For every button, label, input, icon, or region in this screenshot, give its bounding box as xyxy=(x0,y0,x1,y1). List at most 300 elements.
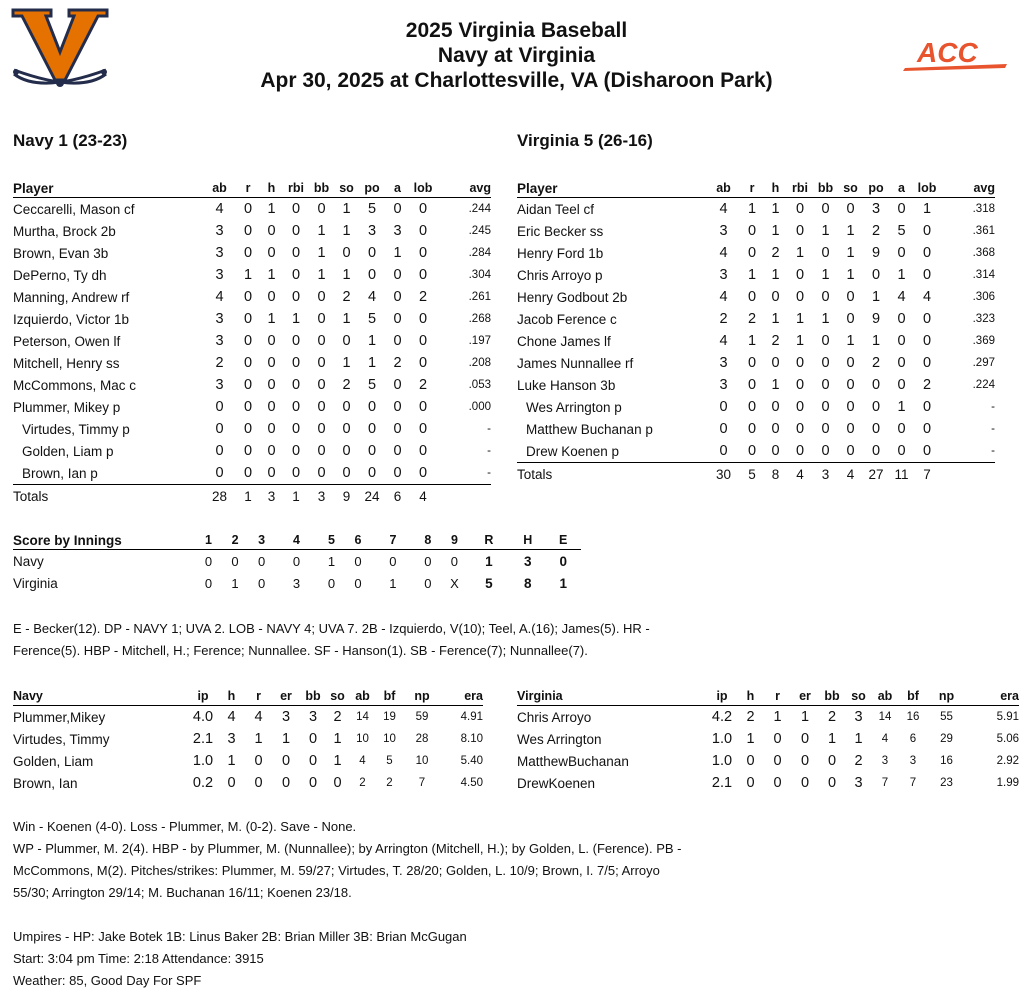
batter-stat-h: 2 xyxy=(771,333,780,349)
batting-header-row xyxy=(517,179,995,198)
batter-stat-ab: 4 xyxy=(719,333,728,349)
batter-stat-h: 0 xyxy=(267,355,276,371)
batter-stat-avg: .314 xyxy=(972,269,995,281)
batter-stat-ab: 4 xyxy=(719,201,728,217)
pitcher-row xyxy=(13,706,483,729)
pitcher-stat-h: 0 xyxy=(746,753,755,769)
batter-name: Murtha, Brock 2b xyxy=(13,223,116,239)
column-header-Player: Player xyxy=(13,179,203,198)
batter-stat-lob: 2 xyxy=(922,377,932,393)
batter-row xyxy=(517,242,995,264)
batter-stat-a: 0 xyxy=(385,462,410,485)
pitcher-stat-ab: 10 xyxy=(356,733,369,745)
batter-name: Henry Ford 1b xyxy=(517,245,604,261)
batter-stat-h: 1 xyxy=(771,223,780,239)
column-header-ab: ab xyxy=(203,179,236,198)
batter-stat-a: 1 xyxy=(897,267,906,283)
column-header-h: h xyxy=(737,687,764,706)
batter-stat-bb: 0 xyxy=(821,289,830,305)
batter-name: Brown, Ian p xyxy=(13,462,203,485)
batter-stat-so: 1 xyxy=(342,267,351,283)
batter-stat-avg: .245 xyxy=(468,225,491,237)
column-header-lob: lob xyxy=(914,179,940,198)
batter-name: Matthew Buchanan p xyxy=(526,421,653,437)
batter-row xyxy=(13,264,491,286)
batter-row xyxy=(517,264,995,286)
batter-stat-lob: 0 xyxy=(922,333,932,349)
batter-stat-h: 1 xyxy=(267,201,276,217)
pitcher-stat-bf: 10 xyxy=(383,733,396,745)
batter-stat-avg: .197 xyxy=(468,335,491,347)
column-header-r: r xyxy=(236,179,260,198)
batter-stat-h: 1 xyxy=(771,201,780,217)
totals-stat-h: 3 xyxy=(267,488,276,504)
batter-stat-r: 1 xyxy=(747,267,757,283)
batter-stat-r: 0 xyxy=(747,421,757,437)
batter-stat-bb: 1 xyxy=(317,245,326,261)
batter-name: Chone James lf xyxy=(517,333,611,349)
pitcher-stat-ab: 3 xyxy=(881,755,889,767)
game-notes xyxy=(13,618,793,662)
batter-row xyxy=(13,242,491,264)
column-header-bb: bb xyxy=(309,179,334,198)
inning-score: 0 xyxy=(354,553,362,569)
column-header-er: er xyxy=(791,687,819,706)
batter-stat-avg: .244 xyxy=(468,203,491,215)
pitcher-row xyxy=(13,772,483,794)
inning-number: 8 xyxy=(415,531,442,550)
pitcher-stat-era: 5.40 xyxy=(460,755,483,767)
pitcher-name: Plummer,Mikey xyxy=(13,709,106,725)
batter-stat-r: 0 xyxy=(740,440,764,463)
batter-stat-r: 0 xyxy=(236,462,260,485)
batter-stat-po: 0 xyxy=(871,267,881,283)
pitcher-stat-ab: 14 xyxy=(878,711,892,723)
column-header-avg: avg xyxy=(436,179,491,198)
game-notes-line: Ference(5). HBP - Mitchell, H.; Ference; Nunnallee. SF - Hanson(1). SB - Ference(7); Nunnallee(7). xyxy=(13,643,588,658)
batter-stat-rbi: 1 xyxy=(291,311,301,327)
batter-stat-rbi: 0 xyxy=(291,399,301,415)
totals-stat-bb: 3 xyxy=(317,488,326,504)
totals-stat-ab: 28 xyxy=(211,488,228,504)
pitcher-stat-er: 3 xyxy=(281,709,291,725)
batter-stat-rbi: 0 xyxy=(795,399,805,415)
game-info xyxy=(13,926,793,992)
inning-score: 0 xyxy=(424,553,432,569)
batter-row xyxy=(517,220,995,242)
batter-name: Manning, Andrew rf xyxy=(13,289,130,305)
batter-stat-h: 1 xyxy=(771,311,780,327)
batter-stat-so: 0 xyxy=(342,245,351,261)
batter-stat-r: 1 xyxy=(243,267,253,283)
innings-team-row xyxy=(13,572,581,594)
pitcher-stat-h: 1 xyxy=(746,731,755,747)
column-header-so: so xyxy=(334,179,359,198)
totals-stat-lob: 7 xyxy=(923,466,931,482)
batter-stat-bb: 0 xyxy=(821,333,830,349)
inning-score: 1 xyxy=(389,575,397,591)
batter-row xyxy=(13,462,491,485)
batter-stat-lob: 0 xyxy=(922,311,932,327)
pitcher-stat-so: 0 xyxy=(333,775,342,791)
inning-score: X xyxy=(450,575,459,591)
batter-stat-r: 0 xyxy=(243,399,253,415)
innings-header-row xyxy=(13,531,581,550)
pitcher-stat-er: 1 xyxy=(281,731,291,747)
batter-stat-so: 1 xyxy=(846,267,855,283)
batter-stat-so: 0 xyxy=(846,355,855,371)
pitcher-stat-so: 3 xyxy=(854,709,863,725)
pitcher-row xyxy=(13,728,483,750)
home-team-heading: Virginia 5 (26-16) xyxy=(517,131,653,150)
batter-stat-avg: .053 xyxy=(468,379,491,391)
pitcher-stat-h: 2 xyxy=(746,709,755,725)
pitcher-stat-np: 28 xyxy=(415,733,429,745)
batter-name: Eric Becker ss xyxy=(517,223,604,239)
column-header-rbi: rbi xyxy=(283,179,309,198)
pitcher-stat-np: 16 xyxy=(940,755,953,767)
batter-stat-so: 1 xyxy=(846,223,855,239)
batter-stat-a: 0 xyxy=(897,333,906,349)
totals-label: Totals xyxy=(517,466,553,482)
batter-stat-r: 1 xyxy=(747,201,757,217)
batter-stat-bb: 0 xyxy=(317,333,326,349)
batter-stat-lob: 0 xyxy=(418,311,428,327)
pitcher-row xyxy=(517,728,1019,750)
innings-team-row xyxy=(13,550,581,573)
batter-stat-avg: .268 xyxy=(468,313,491,325)
inning-number: 3 xyxy=(248,531,275,550)
inning-number: 4 xyxy=(275,531,318,550)
pitching-team-heading: Navy xyxy=(13,687,188,706)
column-header-bb: bb xyxy=(300,687,326,706)
batter-stat-h: 0 xyxy=(267,421,276,437)
rhe-header: E xyxy=(545,531,581,550)
batter-row xyxy=(13,198,491,221)
batter-stat-rbi: 0 xyxy=(795,421,805,437)
pitcher-stat-bb: 0 xyxy=(827,753,837,769)
pitcher-row xyxy=(517,750,1019,772)
batter-stat-so: 0 xyxy=(838,440,863,463)
batter-stat-so: 1 xyxy=(846,245,855,261)
batter-name: Plummer, Mikey p xyxy=(13,399,121,415)
batter-stat-lob: 2 xyxy=(418,289,428,305)
pitcher-stat-era: 4.91 xyxy=(460,711,483,723)
matchup-title: Navy at Virginia xyxy=(437,44,596,67)
batter-stat-h: 0 xyxy=(771,399,780,415)
batter-stat-a: 0 xyxy=(897,421,906,437)
batter-stat-ab: 4 xyxy=(719,245,728,261)
pitcher-stat-er: 0 xyxy=(281,753,291,769)
pitcher-stat-er: 0 xyxy=(800,753,810,769)
column-header-bb: bb xyxy=(819,687,845,706)
batter-stat-a: 5 xyxy=(897,223,906,239)
batter-stat-ab: 3 xyxy=(215,267,224,283)
batter-stat-bb: 0 xyxy=(317,421,326,437)
pitcher-stat-ip: 1.0 xyxy=(711,753,733,769)
pitcher-name: Golden, Liam xyxy=(13,753,94,769)
inning-score: 1 xyxy=(231,575,239,591)
column-header-po: po xyxy=(863,179,889,198)
totals-stat-a: 6 xyxy=(393,488,402,504)
batter-stat-so: 0 xyxy=(342,333,351,349)
batter-stat-lob: 0 xyxy=(410,462,436,485)
pitcher-stat-bf: 6 xyxy=(909,733,917,745)
batter-stat-po: 9 xyxy=(871,311,881,327)
batter-stat-r: 0 xyxy=(747,223,757,239)
pitcher-name: Chris Arroyo xyxy=(517,709,592,725)
batter-stat-a: 0 xyxy=(393,333,402,349)
batter-stat-a: 0 xyxy=(393,377,402,393)
pitcher-stat-bf: 2 xyxy=(386,777,393,789)
batter-stat-avg: .261 xyxy=(468,291,491,303)
pitcher-name: DrewKoenen xyxy=(517,775,596,791)
pitcher-stat-bb: 0 xyxy=(827,775,837,791)
pitcher-stat-era: 5.06 xyxy=(996,733,1019,745)
batter-stat-bb: 0 xyxy=(317,201,326,217)
inning-score: 0 xyxy=(292,553,301,569)
total-h: 3 xyxy=(523,553,532,569)
total-r: 5 xyxy=(485,575,493,591)
batter-stat-r: 0 xyxy=(243,333,253,349)
pitching-header-row xyxy=(517,687,1019,706)
column-header-ab: ab xyxy=(349,687,376,706)
batter-stat-po: 5 xyxy=(367,201,377,217)
batter-stat-r: 0 xyxy=(747,289,757,305)
batter-stat-so: 2 xyxy=(342,377,351,393)
score-by-innings-table xyxy=(13,531,581,594)
column-header-lob: lob xyxy=(410,179,436,198)
batter-stat-po: 0 xyxy=(367,399,377,415)
batter-stat-lob: 0 xyxy=(418,267,428,283)
totals-stat-avg xyxy=(940,463,995,486)
pitcher-stat-np: 55 xyxy=(940,711,953,723)
batter-stat-rbi: 1 xyxy=(795,333,805,349)
pitcher-stat-era: 5.91 xyxy=(996,711,1019,723)
inning-score: 0 xyxy=(389,553,397,569)
batter-stat-rbi: 0 xyxy=(291,223,301,239)
acc-logo-icon xyxy=(903,35,1009,75)
batter-stat-ab: 0 xyxy=(215,399,224,415)
batter-stat-ab: 2 xyxy=(719,311,728,327)
batter-stat-lob: 4 xyxy=(922,289,932,305)
batter-stat-h: 1 xyxy=(267,311,276,327)
batter-stat-a: 0 xyxy=(393,421,402,437)
pitcher-stat-bb: 0 xyxy=(308,731,318,747)
inning-score: 1 xyxy=(327,553,336,569)
inning-score: 3 xyxy=(292,575,301,591)
batter-row xyxy=(517,374,995,396)
batter-stat-a: 0 xyxy=(889,440,914,463)
pitcher-stat-ip: 2.1 xyxy=(192,731,214,747)
batter-stat-po: 0 xyxy=(367,245,377,261)
batter-stat-rbi: 0 xyxy=(291,267,301,283)
batter-row xyxy=(517,198,995,221)
batter-stat-po: 1 xyxy=(871,333,881,349)
batter-stat-rbi: 0 xyxy=(291,377,301,393)
innings-heading: Score by Innings xyxy=(13,531,195,550)
pitcher-stat-bb: 3 xyxy=(308,709,318,725)
home-pitching-table xyxy=(517,687,1019,794)
batter-stat-ab: 3 xyxy=(215,245,224,261)
pitcher-stat-ip: 0.2 xyxy=(192,775,214,791)
pitcher-name: Virtudes, Timmy xyxy=(13,731,110,747)
batter-stat-ab: 3 xyxy=(215,311,224,327)
batter-name: Henry Godbout 2b xyxy=(517,289,628,305)
pitcher-stat-so: 3 xyxy=(854,775,863,791)
batter-stat-bb: 0 xyxy=(821,201,830,217)
batter-name: Virtudes, Timmy p xyxy=(22,421,130,437)
totals-stat-so: 9 xyxy=(342,488,351,504)
batter-stat-po: 5 xyxy=(367,377,377,393)
batter-stat-avg: .208 xyxy=(468,357,491,369)
pitcher-stat-r: 4 xyxy=(254,709,263,725)
batter-stat-ab: 0 xyxy=(719,421,728,437)
batter-stat-h: 0 xyxy=(771,355,780,371)
pitcher-stat-ip: 4.2 xyxy=(711,709,733,725)
pitcher-stat-so: 1 xyxy=(333,731,342,747)
pitcher-stat-ab: 2 xyxy=(359,777,366,789)
pitcher-stat-h: 4 xyxy=(227,709,236,725)
pitcher-stat-ab: 7 xyxy=(881,777,889,789)
batter-name: Wes Arrington p xyxy=(526,399,622,415)
batter-stat-avg: .368 xyxy=(972,247,995,259)
batter-stat-po: 0 xyxy=(871,377,881,393)
batter-stat-a: 2 xyxy=(393,355,402,371)
batter-name: Drew Koenen p xyxy=(517,440,707,463)
batter-stat-r: 0 xyxy=(243,355,253,371)
batter-stat-a: 1 xyxy=(897,399,906,415)
pitcher-stat-era: 4.50 xyxy=(460,777,483,789)
batter-stat-r: 0 xyxy=(243,311,253,327)
batter-stat-lob: 0 xyxy=(418,421,428,437)
batter-stat-ab: 0 xyxy=(707,440,740,463)
batter-stat-bb: 1 xyxy=(821,267,830,283)
column-header-ip: ip xyxy=(707,687,737,706)
batter-stat-po: 1 xyxy=(367,333,377,349)
totals-row xyxy=(13,485,491,508)
batter-stat-avg: .297 xyxy=(972,357,995,369)
batter-stat-r: 2 xyxy=(747,311,757,327)
batter-stat-r: 0 xyxy=(747,355,757,371)
batter-stat-po: 0 xyxy=(863,440,889,463)
batter-name: James Nunnallee rf xyxy=(517,355,634,371)
batter-stat-h: 0 xyxy=(267,289,276,305)
inning-number: 6 xyxy=(345,531,372,550)
batter-stat-bb: 0 xyxy=(821,245,830,261)
batter-stat-avg: .304 xyxy=(468,269,491,281)
column-header-h: h xyxy=(218,687,245,706)
batter-stat-bb: 1 xyxy=(821,223,830,239)
batter-stat-po: 5 xyxy=(367,311,377,327)
column-header-h: h xyxy=(764,179,787,198)
batter-stat-h: 0 xyxy=(267,223,276,239)
pitching-notes xyxy=(13,816,793,904)
batter-stat-avg: .000 xyxy=(468,401,491,413)
totals-stat-lob: 4 xyxy=(419,488,427,504)
pitcher-stat-bf: 3 xyxy=(909,755,917,767)
batter-stat-rbi: 0 xyxy=(291,289,301,305)
batter-stat-lob: 0 xyxy=(914,440,940,463)
totals-stat-po: 27 xyxy=(868,466,884,482)
batter-stat-po: 1 xyxy=(367,355,377,371)
pitcher-stat-bb: 2 xyxy=(827,709,837,725)
start-time-line: Start: 3:04 pm Time: 2:18 Attendance: 3915 xyxy=(13,951,264,966)
batter-stat-po: 2 xyxy=(871,223,881,239)
batter-stat-r: 0 xyxy=(243,443,253,459)
batter-stat-ab: 3 xyxy=(719,267,728,283)
batter-stat-h: 0 xyxy=(267,399,276,415)
batter-stat-rbi: 0 xyxy=(795,355,805,371)
batter-stat-r: 1 xyxy=(747,333,757,349)
pitcher-stat-bb: 0 xyxy=(308,753,318,769)
away-batting-table xyxy=(13,179,491,507)
batter-stat-po: 3 xyxy=(367,223,377,239)
batter-stat-r: 0 xyxy=(747,399,757,415)
totals-stat-r: 5 xyxy=(748,466,756,482)
batter-name: DePerno, Ty dh xyxy=(13,267,107,283)
batter-stat-rbi: 0 xyxy=(787,440,813,463)
batter-stat-a: 0 xyxy=(393,399,402,415)
batter-stat-avg: .306 xyxy=(972,291,995,303)
batter-stat-so: 2 xyxy=(342,289,351,305)
batter-stat-h: 0 xyxy=(764,440,787,463)
totals-row xyxy=(517,463,995,486)
batter-stat-po: 2 xyxy=(871,355,881,371)
totals-stat-avg xyxy=(436,485,491,508)
batter-stat-avg: - xyxy=(991,423,995,435)
column-header-rbi: rbi xyxy=(787,179,813,198)
batter-row xyxy=(517,396,995,418)
batter-stat-rbi: 0 xyxy=(291,355,301,371)
total-e: 1 xyxy=(559,575,567,591)
batter-name: Golden, Liam p xyxy=(22,443,114,459)
batter-stat-a: 4 xyxy=(897,289,906,305)
batter-stat-so: 1 xyxy=(342,223,351,239)
column-header-po: po xyxy=(359,179,385,198)
column-header-so: so xyxy=(845,687,872,706)
batter-name: Mitchell, Henry ss xyxy=(13,355,120,371)
batter-stat-so: 1 xyxy=(846,333,855,349)
pitcher-stat-bf: 5 xyxy=(386,755,393,767)
batter-stat-h: 0 xyxy=(267,443,276,459)
batter-stat-lob: 0 xyxy=(418,201,428,217)
batter-stat-bb: 0 xyxy=(317,443,326,459)
batter-stat-so: 0 xyxy=(846,201,855,217)
batter-stat-rbi: 0 xyxy=(795,223,805,239)
batter-name: Aidan Teel cf xyxy=(517,201,595,217)
totals-stat-h: 8 xyxy=(771,466,780,482)
batter-stat-lob: 0 xyxy=(418,333,428,349)
batter-stat-lob: 0 xyxy=(922,267,932,283)
batter-stat-lob: 2 xyxy=(418,377,428,393)
column-header-np: np xyxy=(928,687,965,706)
batter-stat-a: 0 xyxy=(897,377,906,393)
total-e: 0 xyxy=(559,553,567,569)
totals-stat-po: 24 xyxy=(364,488,380,504)
batter-stat-ab: 3 xyxy=(215,223,224,239)
batter-stat-a: 0 xyxy=(393,443,402,459)
column-header-h: h xyxy=(260,179,283,198)
batter-stat-lob: 0 xyxy=(922,355,932,371)
pitcher-stat-er: 0 xyxy=(800,731,810,747)
column-header-r: r xyxy=(740,179,764,198)
pitcher-stat-ab: 4 xyxy=(359,755,366,767)
batter-stat-rbi: 0 xyxy=(291,201,301,217)
batter-stat-a: 0 xyxy=(393,289,402,305)
pitcher-stat-h: 0 xyxy=(227,775,236,791)
batter-stat-a: 0 xyxy=(393,267,402,283)
